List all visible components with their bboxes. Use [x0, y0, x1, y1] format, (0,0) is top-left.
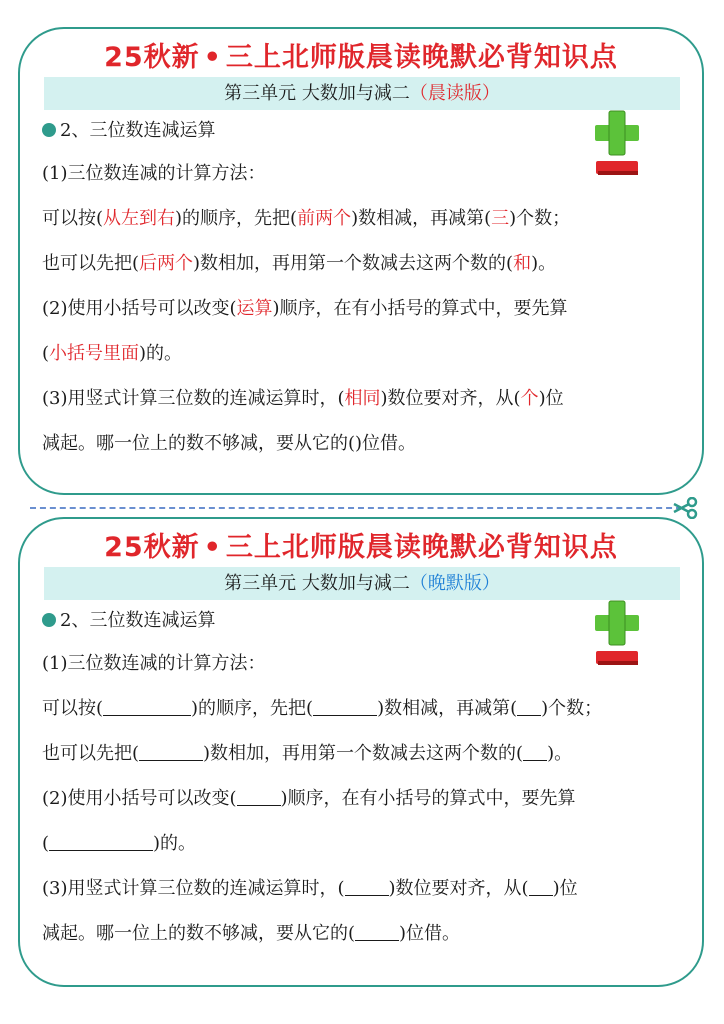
- section-heading: [42, 606, 215, 632]
- text-line: [42, 731, 682, 776]
- evening-lines: [42, 641, 682, 956]
- text-segment: (: [42, 833, 50, 854]
- page-title: [20, 525, 702, 564]
- bullet-icon: [42, 123, 56, 137]
- text-segment: )位借。: [399, 923, 461, 944]
- unit-label: 第三单元 大数加与减二: [224, 83, 410, 104]
- text-line: [42, 241, 682, 286]
- text-segment: 减起。哪一位上的数不够减，要从它的(: [42, 923, 356, 944]
- title-season: 秋新: [143, 532, 200, 563]
- text-line: [42, 821, 682, 866]
- text-segment: (2)使用小括号可以改变(: [42, 788, 237, 809]
- text-segment: )。: [547, 743, 573, 764]
- answer-blank: [139, 742, 203, 761]
- text-segment: )的顺序，先把(: [175, 208, 298, 229]
- answer-blank: [355, 922, 399, 941]
- text-segment: )数位要对齐，从(: [380, 388, 521, 409]
- text-line: [42, 331, 682, 376]
- text-segment: )个数；: [509, 208, 571, 229]
- text-segment: )数位要对齐，从(: [388, 878, 529, 899]
- text-segment: )。: [531, 253, 557, 274]
- text-segment: )数相加，再用第一个数减去这两个数的(: [203, 743, 524, 764]
- answer-blank: [529, 877, 553, 896]
- title-dot: •: [203, 532, 222, 563]
- evening-card: [18, 517, 704, 987]
- text-segment: )个数；: [541, 698, 603, 719]
- unit-label: 第三单元 大数加与减二: [224, 573, 410, 594]
- text-line: [42, 641, 682, 686]
- title-text: 三上北师版晨读晚默必背知识点: [225, 532, 618, 563]
- answer-text: 小括号里面: [49, 343, 140, 364]
- title-dot: •: [203, 42, 222, 73]
- answer-text: 前两个: [297, 208, 352, 229]
- text-segment: )的。: [153, 833, 197, 854]
- edition-label: （晨读版）: [409, 83, 500, 104]
- answer-text: 相同: [344, 388, 381, 409]
- text-segment: )的。: [139, 343, 183, 364]
- section-heading: [42, 116, 215, 142]
- answer-text: 从左到右: [103, 208, 176, 229]
- title-text: 三上北师版晨读晚默必背知识点: [225, 42, 618, 73]
- text-segment: )数相减，再减第(: [351, 208, 492, 229]
- text-segment: )顺序，在有小括号的算式中，要先算: [272, 298, 568, 319]
- answer-text: 和: [513, 253, 532, 274]
- morning-card: [18, 27, 704, 495]
- text-line: [42, 686, 682, 731]
- answer-blank: [103, 697, 191, 716]
- answer-text: 后两个: [139, 253, 194, 274]
- answer-text: 个: [520, 388, 539, 409]
- text-segment: (1)三位数连减的计算方法：: [42, 653, 266, 674]
- morning-lines: [42, 151, 682, 466]
- text-segment: 也可以先把(: [42, 253, 140, 274]
- answer-blank: [237, 787, 281, 806]
- text-line: [42, 151, 682, 196]
- text-segment: )顺序，在有小括号的算式中，要先算: [280, 788, 576, 809]
- text-segment: 可以按(: [42, 208, 104, 229]
- text-line: [42, 196, 682, 241]
- text-line: [42, 376, 682, 421]
- text-line: [42, 421, 682, 466]
- text-segment: 减起。哪一位上的数不够减，要从它的()位借。: [42, 433, 417, 454]
- text-segment: )的顺序，先把(: [191, 698, 314, 719]
- answer-text: 运算: [236, 298, 273, 319]
- text-segment: 可以按(: [42, 698, 104, 719]
- text-segment: (: [42, 343, 50, 364]
- unit-banner: [44, 77, 680, 110]
- text-segment: (1)三位数连减的计算方法：: [42, 163, 266, 184]
- cut-line: [30, 507, 682, 509]
- text-segment: (3)用竖式计算三位数的连减运算时，(: [42, 388, 345, 409]
- edition-label: （晚默版）: [409, 573, 500, 594]
- unit-banner: [44, 567, 680, 600]
- section-heading-text: 2、三位数连减运算: [60, 610, 216, 631]
- answer-blank: [523, 742, 547, 761]
- title-season: 秋新: [143, 42, 200, 73]
- text-segment: 也可以先把(: [42, 743, 140, 764]
- page-title: [20, 35, 702, 74]
- section-heading-text: 2、三位数连减运算: [60, 120, 216, 141]
- answer-text: 三: [491, 208, 510, 229]
- answer-blank: [49, 832, 153, 851]
- bullet-icon: [42, 613, 56, 627]
- answer-blank: [313, 697, 377, 716]
- scissors-icon: [672, 497, 698, 519]
- text-segment: (2)使用小括号可以改变(: [42, 298, 237, 319]
- text-segment: (3)用竖式计算三位数的连减运算时，(: [42, 878, 345, 899]
- text-segment: )位: [552, 878, 578, 899]
- text-line: [42, 866, 682, 911]
- text-segment: )数相减，再减第(: [377, 698, 518, 719]
- title-number: 25: [104, 42, 144, 73]
- text-segment: )位: [538, 388, 564, 409]
- title-number: 25: [104, 532, 144, 563]
- answer-blank: [517, 697, 541, 716]
- text-line: [42, 286, 682, 331]
- text-line: [42, 776, 682, 821]
- text-line: [42, 911, 682, 956]
- text-segment: )数相加，再用第一个数减去这两个数的(: [193, 253, 514, 274]
- answer-blank: [345, 877, 389, 896]
